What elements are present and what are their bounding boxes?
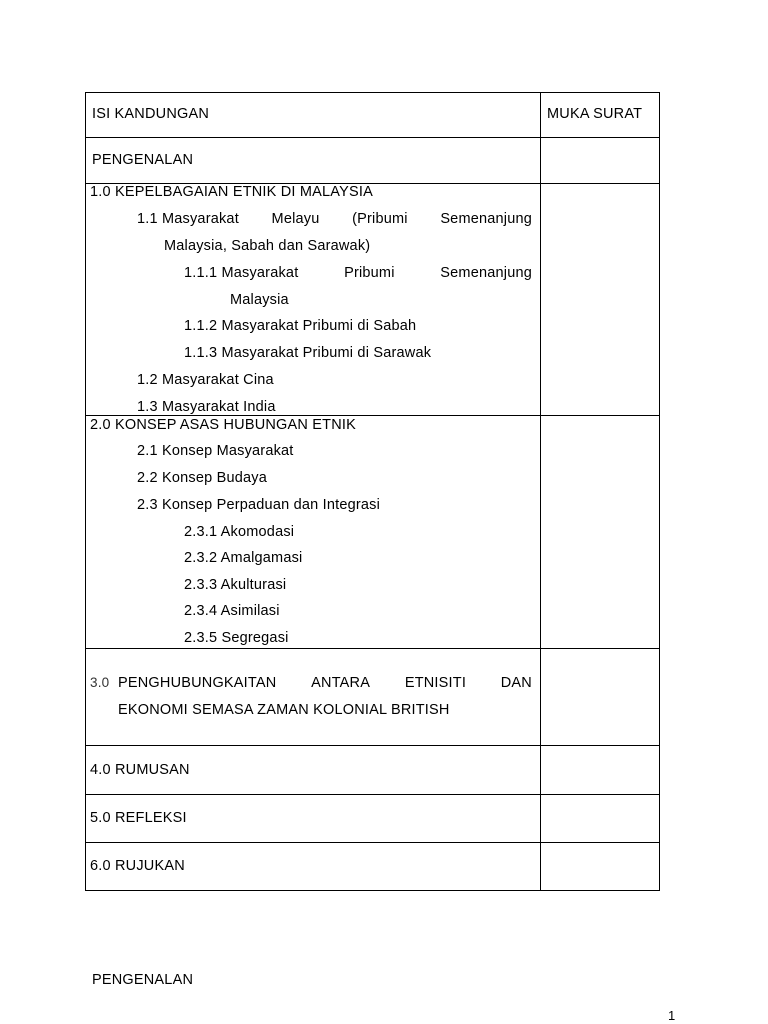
toc-entry-1-1-3: 1.1.3 Masyarakat Pribumi di Sarawak: [184, 345, 432, 361]
page-number: 1: [668, 1008, 676, 1023]
toc-entry-1-1-2: 1.1.2 Masyarakat Pribumi di Sabah: [184, 318, 417, 334]
word: PENGHUBUNGKAITAN: [118, 675, 277, 691]
toc-section-3-cont: EKONOMI SEMASA ZAMAN KOLONIAL BRITISH: [118, 702, 450, 718]
toc-section-1-title: 1.0 KEPELBAGAIAN ETNIK DI MALAYSIA: [90, 184, 373, 200]
table-of-contents: [85, 92, 660, 891]
header-contents: ISI KANDUNGAN: [92, 106, 210, 122]
toc-entry-1-1-cont: Malaysia, Sabah dan Sarawak): [164, 238, 371, 254]
word: ANTARA: [311, 675, 371, 691]
row-divider: [85, 648, 660, 649]
column-divider: [540, 92, 541, 891]
word: 1.1 Masyarakat: [137, 211, 239, 227]
toc-entry-1-1-1: [184, 265, 532, 281]
row-divider: [85, 137, 660, 138]
toc-entry-1-3: 1.3 Masyarakat India: [137, 399, 276, 415]
toc-entry-2-3: 2.3 Konsep Perpaduan dan Integrasi: [137, 497, 381, 513]
toc-section-3-title: [118, 675, 532, 691]
toc-section-2-title: 2.0 KONSEP ASAS HUBUNGAN ETNIK: [90, 417, 357, 433]
word: Melayu: [271, 211, 320, 227]
header-page: MUKA SURAT: [547, 106, 643, 122]
table-border-top: [85, 92, 660, 93]
toc-entry-2-3-1: 2.3.1 Akomodasi: [184, 524, 295, 540]
table-border-left: [85, 92, 86, 891]
toc-section-5: 5.0 REFLEKSI: [90, 810, 187, 826]
toc-section-4: 4.0 RUMUSAN: [90, 762, 190, 778]
toc-entry-2-3-3: 2.3.3 Akulturasi: [184, 577, 287, 593]
toc-entry-2-1: 2.1 Konsep Masyarakat: [137, 443, 294, 459]
table-border-bottom: [85, 890, 660, 891]
word: ETNISITI: [404, 675, 467, 691]
word: 1.1.1 Masyarakat: [184, 265, 299, 281]
row-divider: [85, 794, 660, 795]
row-divider: [85, 745, 660, 746]
word: Pribumi: [344, 265, 395, 281]
row-divider: [85, 415, 660, 416]
toc-section-3-number: 3.0: [90, 675, 110, 690]
section-heading-pengenalan: PENGENALAN: [92, 972, 194, 988]
toc-entry-2-2: 2.2 Konsep Budaya: [137, 470, 267, 486]
row-divider: [85, 842, 660, 843]
word: Semenanjung: [440, 265, 532, 281]
toc-entry-pengenalan: PENGENALAN: [92, 152, 194, 168]
word: (Pribumi: [352, 211, 408, 227]
table-border-right: [659, 92, 660, 891]
toc-entry-2-3-5: 2.3.5 Segregasi: [184, 630, 289, 646]
toc-entry-1-1-1-cont: Malaysia: [230, 292, 289, 308]
toc-entry-1-2: 1.2 Masyarakat Cina: [137, 372, 274, 388]
word: DAN: [500, 675, 532, 691]
toc-entry-2-3-4: 2.3.4 Asimilasi: [184, 603, 280, 619]
word: Semenanjung: [440, 211, 532, 227]
toc-section-6: 6.0 RUJUKAN: [90, 858, 185, 874]
toc-entry-1-1: [137, 211, 532, 227]
toc-entry-2-3-2: 2.3.2 Amalgamasi: [184, 550, 303, 566]
